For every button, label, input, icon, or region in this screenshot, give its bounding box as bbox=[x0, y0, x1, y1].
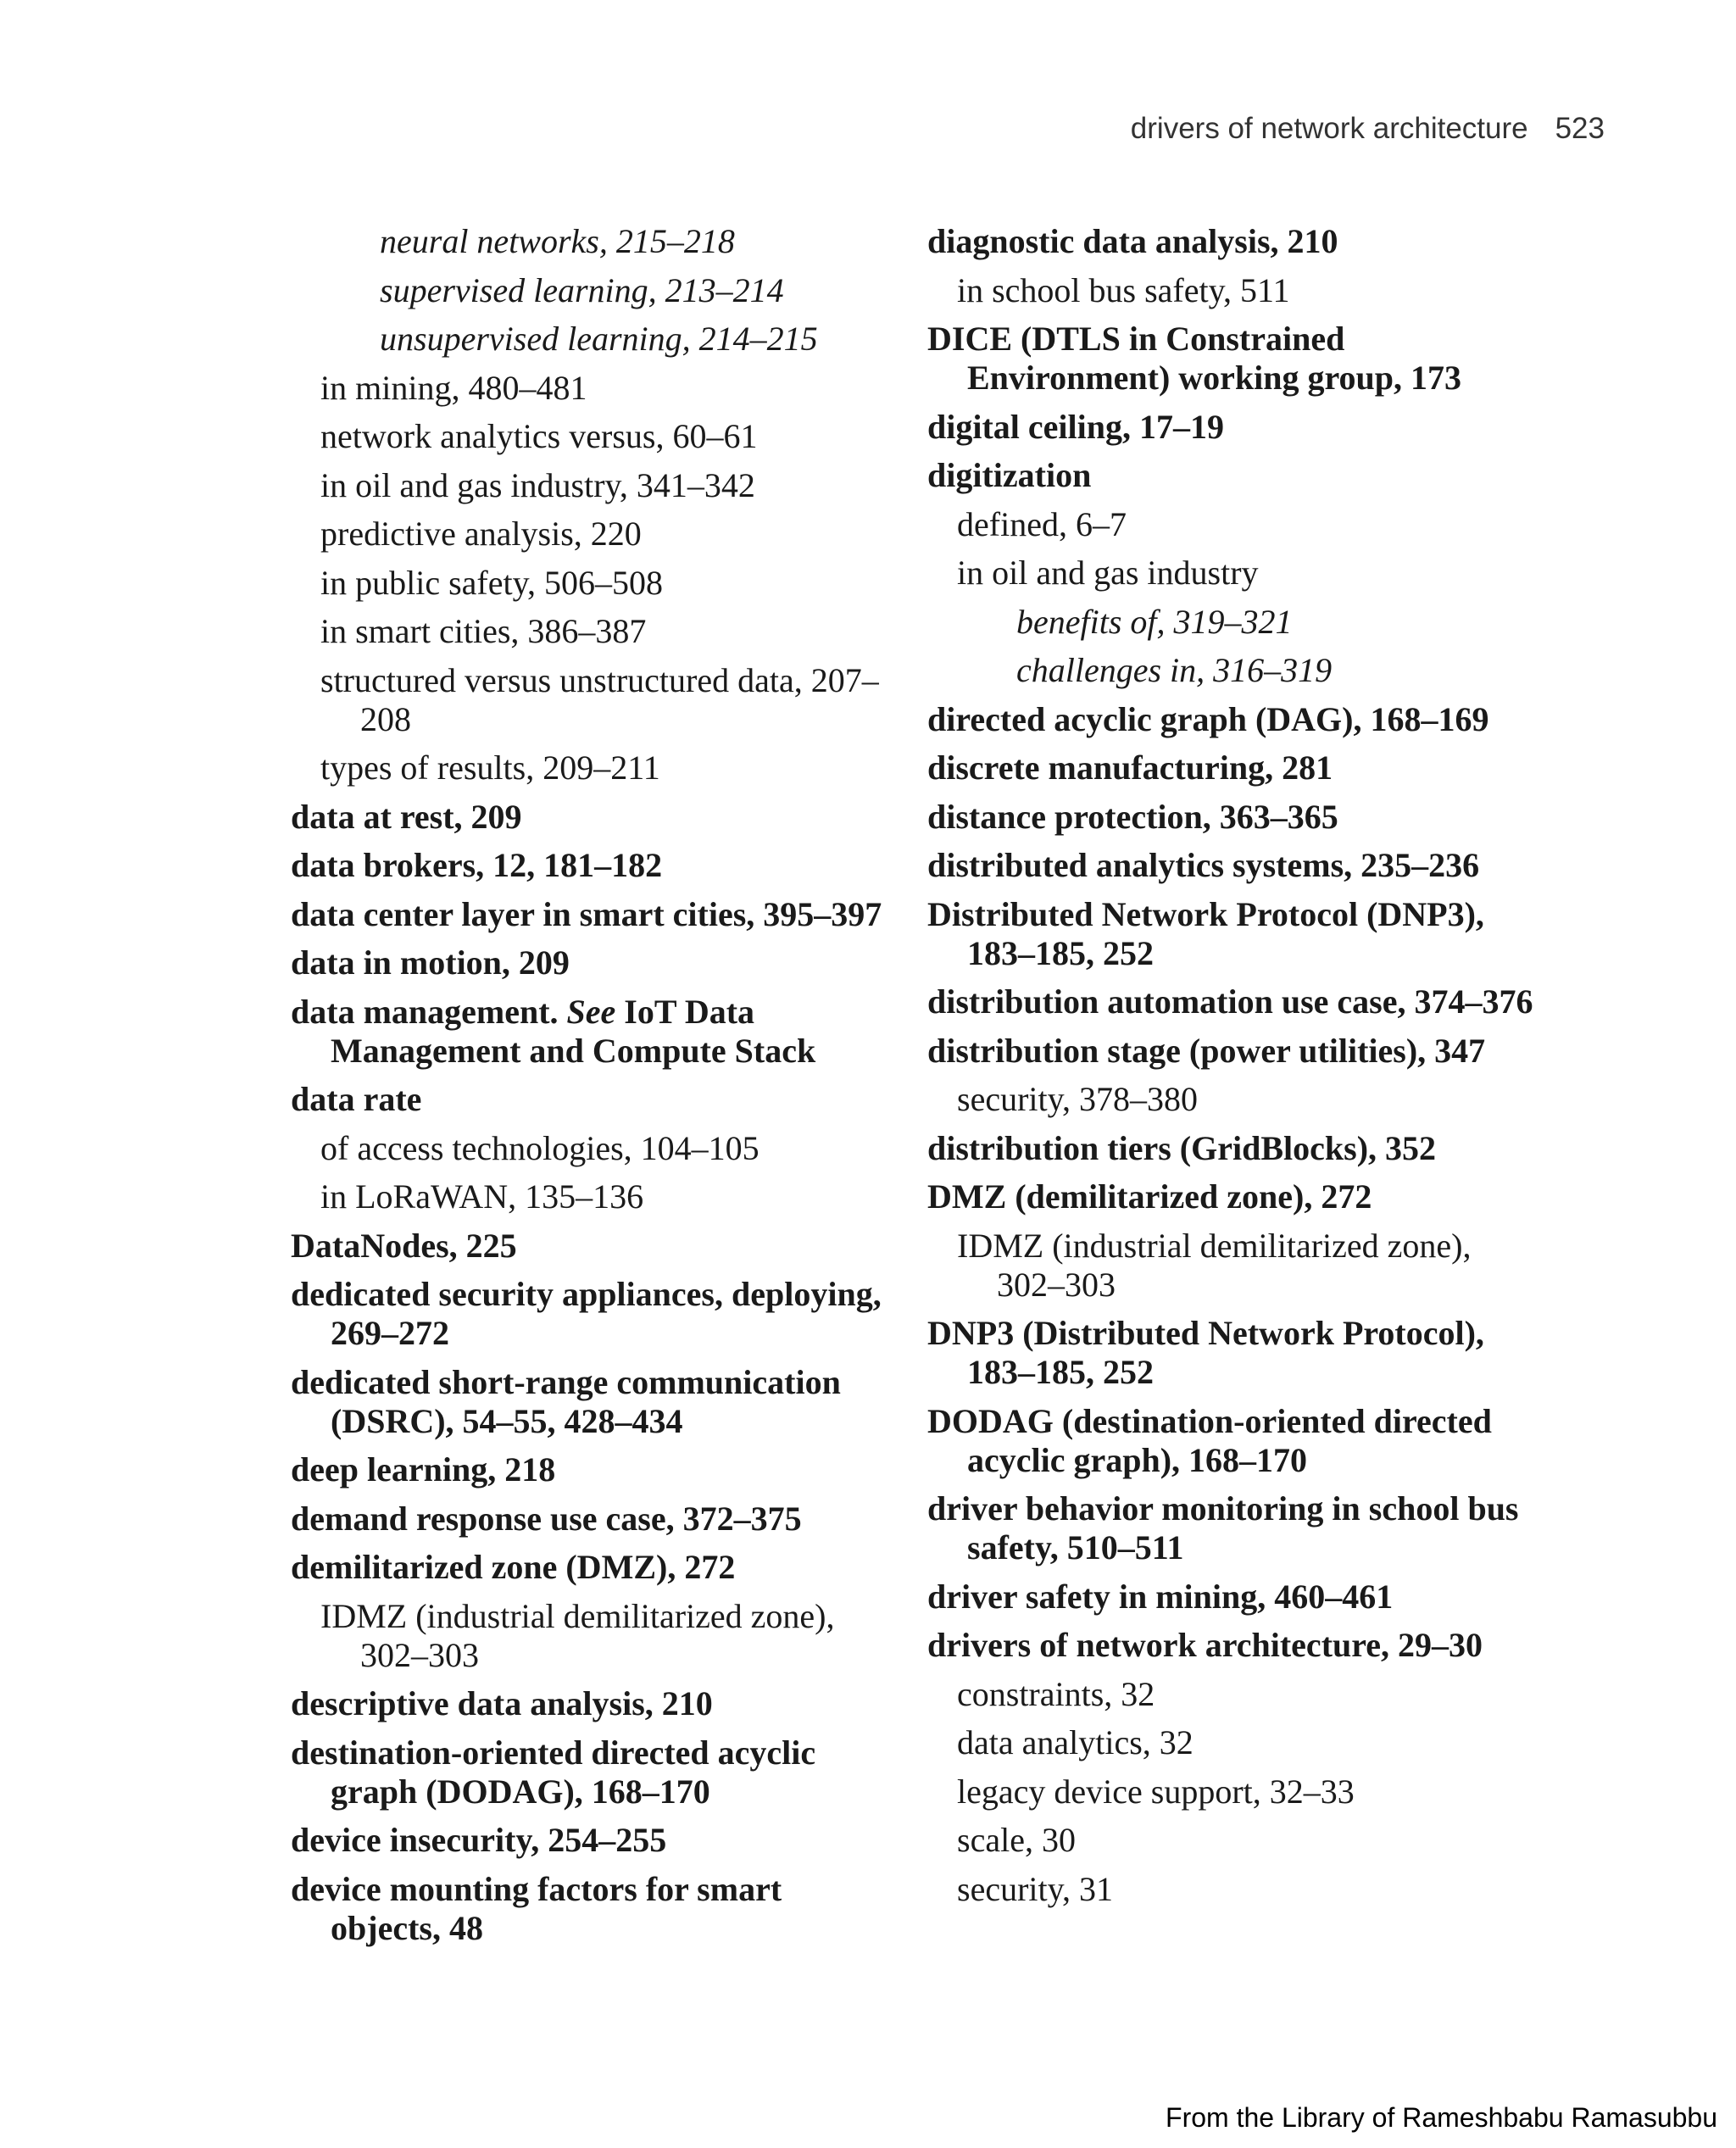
index-subentry bbox=[380, 271, 884, 310]
index-entry-text: data in motion, 209 bbox=[291, 943, 570, 982]
index-entry bbox=[291, 798, 884, 837]
index-subentry bbox=[1016, 651, 1538, 690]
index-entry-text: diagnostic data analysis, 210 bbox=[927, 222, 1338, 260]
index-entry-text: benefits of, 319–321 bbox=[1016, 602, 1293, 641]
index-entry-text: DODAG (destination-oriented directed acyclic graph), 168–170 bbox=[927, 1401, 1492, 1479]
index-entry-text: structured versus unstructured data, 207–208 bbox=[320, 660, 879, 738]
index-subentry bbox=[957, 1821, 1538, 1860]
index-entry bbox=[291, 1080, 884, 1119]
index-subentry bbox=[320, 1129, 884, 1168]
index-subentry bbox=[320, 612, 884, 651]
index-entry bbox=[927, 846, 1538, 885]
index-subentry bbox=[957, 554, 1538, 593]
index-entry-text: distribution stage (power utilities), 347 bbox=[927, 1031, 1486, 1070]
index-subentry bbox=[957, 1772, 1538, 1811]
index-entry bbox=[291, 1450, 884, 1489]
index-entry-text: deep learning, 218 bbox=[291, 1450, 556, 1489]
index-subentry bbox=[957, 1227, 1538, 1305]
index-entry-text: demand response use case, 372–375 bbox=[291, 1499, 802, 1538]
index-entry bbox=[927, 700, 1538, 739]
index-entry-text: distributed analytics systems, 235–236 bbox=[927, 846, 1480, 884]
index-entry-text: scale, 30 bbox=[957, 1821, 1076, 1859]
index-entry-text: driver behavior monitoring in school bus safety, 510–511 bbox=[927, 1489, 1519, 1566]
index-entry-text: dedicated short-range communication (DSRC), 54–55, 428–434 bbox=[291, 1362, 841, 1440]
index-entry-text: DNP3 (Distributed Network Protocol), 183–185, 252 bbox=[927, 1314, 1484, 1391]
index-entry bbox=[291, 1684, 884, 1723]
index-entry-text: dedicated security appliances, deploying, 269–272 bbox=[291, 1275, 882, 1352]
index-entry-text: DICE (DTLS in Constrained Environment) working group, 173 bbox=[927, 320, 1462, 397]
index-entry-text: legacy device support, 32–33 bbox=[957, 1772, 1355, 1811]
index-subentry bbox=[1016, 603, 1538, 642]
index-entry-text: in public safety, 506–508 bbox=[320, 563, 664, 602]
index-entry-text: destination-oriented directed acyclic graph (DODAG), 168–170 bbox=[291, 1733, 816, 1811]
index-entry bbox=[291, 1821, 884, 1860]
index-entry-text: data at rest, 209 bbox=[291, 797, 522, 836]
index-entry bbox=[291, 1275, 884, 1353]
index-entry-text: discrete manufacturing, 281 bbox=[927, 748, 1333, 787]
index-entry bbox=[927, 1032, 1538, 1071]
index-entry bbox=[927, 222, 1538, 261]
running-head-title: drivers of network architecture bbox=[1130, 112, 1528, 145]
index-entry-text: directed acyclic graph (DAG), 168–169 bbox=[927, 699, 1489, 738]
index-entry-text: security, 31 bbox=[957, 1869, 1114, 1908]
index-column-right bbox=[927, 222, 1538, 1918]
index-subentry bbox=[957, 1675, 1538, 1714]
index-entry bbox=[291, 1227, 884, 1266]
index-entry bbox=[927, 1578, 1538, 1617]
index-entry-text: distribution automation use case, 374–376 bbox=[927, 982, 1533, 1021]
index-subentry bbox=[380, 222, 884, 261]
index-entry bbox=[291, 846, 884, 885]
index-entry-text: DataNodes, 225 bbox=[291, 1226, 517, 1265]
index-entry bbox=[927, 1489, 1538, 1567]
index-entry-text: IDMZ (industrial demilitarized zone), 302–303 bbox=[957, 1226, 1472, 1304]
index-entry-text: constraints, 32 bbox=[957, 1674, 1155, 1713]
index-subentry bbox=[320, 515, 884, 554]
index-subentry bbox=[957, 1870, 1538, 1909]
running-head bbox=[1131, 112, 1605, 146]
index-subentry bbox=[320, 1597, 884, 1675]
index-entry-text: in mining, 480–481 bbox=[320, 368, 587, 407]
index-entry-text: data management. bbox=[291, 992, 559, 1031]
index-entry-text: descriptive data analysis, 210 bbox=[291, 1684, 713, 1722]
index-entry-text: security, 378–380 bbox=[957, 1080, 1199, 1118]
index-subentry bbox=[320, 466, 884, 505]
index-entry bbox=[291, 1548, 884, 1587]
index-subentry bbox=[380, 320, 884, 359]
see-reference-target: IoT Data Management and Compute Stack bbox=[331, 992, 816, 1070]
index-entry-text: distribution tiers (GridBlocks), 352 bbox=[927, 1128, 1437, 1167]
index-entry bbox=[927, 1402, 1538, 1480]
index-entry-text: in LoRaWAN, 135–136 bbox=[320, 1177, 644, 1216]
index-column-left bbox=[291, 222, 884, 1957]
index-entry-text: data analytics, 32 bbox=[957, 1723, 1194, 1761]
index-subentry bbox=[957, 271, 1538, 310]
index-entry-text: drivers of network architecture, 29–30 bbox=[927, 1626, 1483, 1664]
index-entry-text: types of results, 209–211 bbox=[320, 748, 660, 787]
index-entry-text: challenges in, 316–319 bbox=[1016, 651, 1333, 689]
index-entry-text: IDMZ (industrial demilitarized zone), 302–303 bbox=[320, 1596, 835, 1674]
index-entry bbox=[927, 748, 1538, 787]
index-subentry bbox=[320, 748, 884, 787]
index-subentry bbox=[957, 1723, 1538, 1762]
index-entry bbox=[927, 320, 1538, 398]
index-entry bbox=[927, 798, 1538, 837]
index-entry-text: device insecurity, 254–255 bbox=[291, 1821, 667, 1859]
index-entry bbox=[291, 1733, 884, 1811]
index-entry-text: unsupervised learning, 214–215 bbox=[380, 320, 818, 358]
index-entry bbox=[291, 895, 884, 934]
index-entry-text: distance protection, 363–365 bbox=[927, 797, 1338, 836]
index-entry-text: data rate bbox=[291, 1080, 422, 1118]
index-entry bbox=[291, 1500, 884, 1539]
index-entry-text: defined, 6–7 bbox=[957, 504, 1127, 543]
index-entry bbox=[927, 1177, 1538, 1216]
index-entry bbox=[927, 1626, 1538, 1665]
index-entry bbox=[927, 1129, 1538, 1168]
index-entry-text: supervised learning, 213–214 bbox=[380, 270, 784, 309]
index-entry-text: of access technologies, 104–105 bbox=[320, 1128, 760, 1167]
index-entry bbox=[927, 895, 1538, 973]
index-entry bbox=[927, 456, 1538, 495]
page-number: 523 bbox=[1555, 112, 1605, 145]
index-entry-text: DMZ (demilitarized zone), 272 bbox=[927, 1177, 1372, 1216]
index-entry bbox=[291, 943, 884, 982]
index-entry-text: driver safety in mining, 460–461 bbox=[927, 1577, 1394, 1616]
index-entry-text: in school bus safety, 511 bbox=[957, 270, 1290, 309]
index-entry-text: in oil and gas industry bbox=[957, 554, 1259, 592]
library-footer: From the Library of Rameshbabu Ramasubbu bbox=[1166, 2102, 1717, 2133]
index-entry-text: data center layer in smart cities, 395–397 bbox=[291, 894, 882, 933]
index-subentry bbox=[320, 417, 884, 456]
index-entry-text: in oil and gas industry, 341–342 bbox=[320, 465, 755, 504]
index-subentry bbox=[320, 661, 884, 739]
index-entry-text: digitization bbox=[927, 456, 1092, 494]
index-entry-text: device mounting factors for smart objects, 48 bbox=[291, 1869, 782, 1947]
index-subentry bbox=[320, 564, 884, 603]
index-entry bbox=[927, 408, 1538, 447]
index-subentry bbox=[320, 369, 884, 408]
see-reference-label: See bbox=[566, 992, 616, 1031]
index-entry bbox=[291, 1363, 884, 1441]
index-subentry bbox=[320, 1177, 884, 1216]
index-entry-text: demilitarized zone (DMZ), 272 bbox=[291, 1548, 736, 1586]
index-entry-text: predictive analysis, 220 bbox=[320, 515, 642, 553]
index-subentry bbox=[957, 505, 1538, 544]
index-entry-text: Distributed Network Protocol (DNP3), 183–185, 252 bbox=[927, 894, 1484, 972]
index-entry-text: data brokers, 12, 181–182 bbox=[291, 846, 663, 884]
index-entry bbox=[291, 1870, 884, 1948]
index-entry bbox=[927, 1314, 1538, 1392]
index-entry-text: digital ceiling, 17–19 bbox=[927, 407, 1224, 446]
index-subentry bbox=[957, 1080, 1538, 1119]
index-entry-text: in smart cities, 386–387 bbox=[320, 612, 647, 650]
index-entry-text: network analytics versus, 60–61 bbox=[320, 417, 758, 455]
index-entry bbox=[291, 993, 884, 1071]
index-entry-text: neural networks, 215–218 bbox=[380, 222, 735, 260]
index-entry bbox=[927, 982, 1538, 1021]
